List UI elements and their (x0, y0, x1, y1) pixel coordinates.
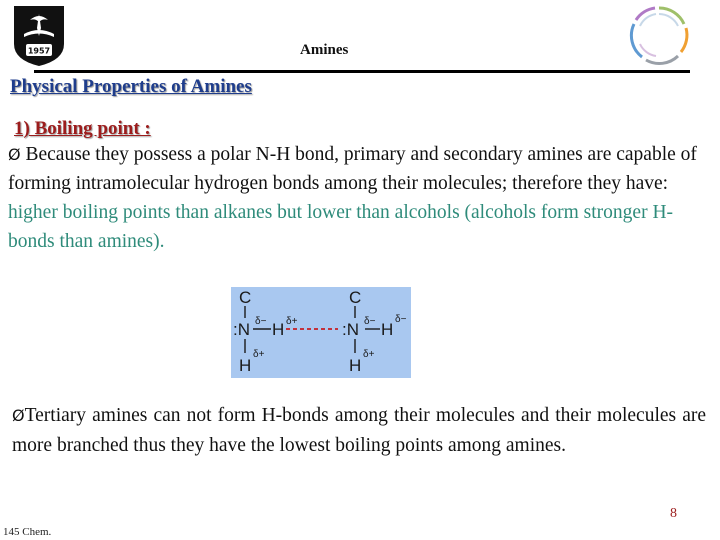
section-heading: Physical Properties of Amines (10, 76, 252, 97)
right-hydrogen-side: H (381, 320, 394, 339)
paragraph-text: Because they possess a polar N-H bond, primary and secondary amines are capable of forming intramolecular hydrogen bonds among their molecules; therefore they have: (8, 144, 697, 194)
paragraph-text: Tertiary amines can not form H-bonds among their molecules and their molecules are more branched thus they have the lowest boiling points among amines. (12, 405, 706, 456)
tertiary-amines-paragraph (12, 401, 706, 460)
right-carbon: C (349, 288, 362, 307)
header-divider (34, 70, 690, 73)
boiling-point-paragraph (8, 140, 704, 256)
hydrogen-bond-diagram (231, 287, 411, 378)
emblem-year: 1957 (27, 46, 51, 56)
right-lower-hydrogen-charge: δ+ (363, 349, 375, 360)
right-nitrogen: :N (342, 320, 359, 339)
right-hydrogen-charge: δ− (395, 314, 407, 325)
page-number: 8 (670, 506, 677, 521)
right-nitrogen-charge: δ− (364, 316, 376, 327)
bullet-arrow-icon: Ø (12, 406, 25, 425)
university-emblem-logo (10, 4, 68, 68)
bullet-arrow-icon: Ø (8, 145, 21, 164)
left-hydrogen-lower: H (239, 356, 252, 375)
left-nitrogen-charge: δ− (255, 316, 267, 327)
subsection-heading: 1) Boiling point : (14, 118, 151, 139)
header-title: Amines (300, 42, 349, 58)
ring-logo-icon (626, 2, 692, 68)
course-code: 145 Chem. (3, 526, 52, 538)
emblem-icon (10, 4, 68, 68)
left-hydrogen-charge: δ+ (286, 316, 298, 327)
left-nitrogen: :N (233, 320, 250, 339)
right-hydrogen-lower: H (349, 356, 362, 375)
left-hydrogen-bonding: H (272, 320, 285, 339)
left-lower-hydrogen-charge: δ+ (253, 349, 265, 360)
department-logo (626, 2, 692, 68)
hydrogen-bond-figure (231, 287, 411, 378)
paragraph-highlight: higher boiling points than alkanes but lower than alcohols (alcohols form stronger H-bonds than amines). (8, 202, 674, 252)
left-carbon: C (239, 288, 252, 307)
